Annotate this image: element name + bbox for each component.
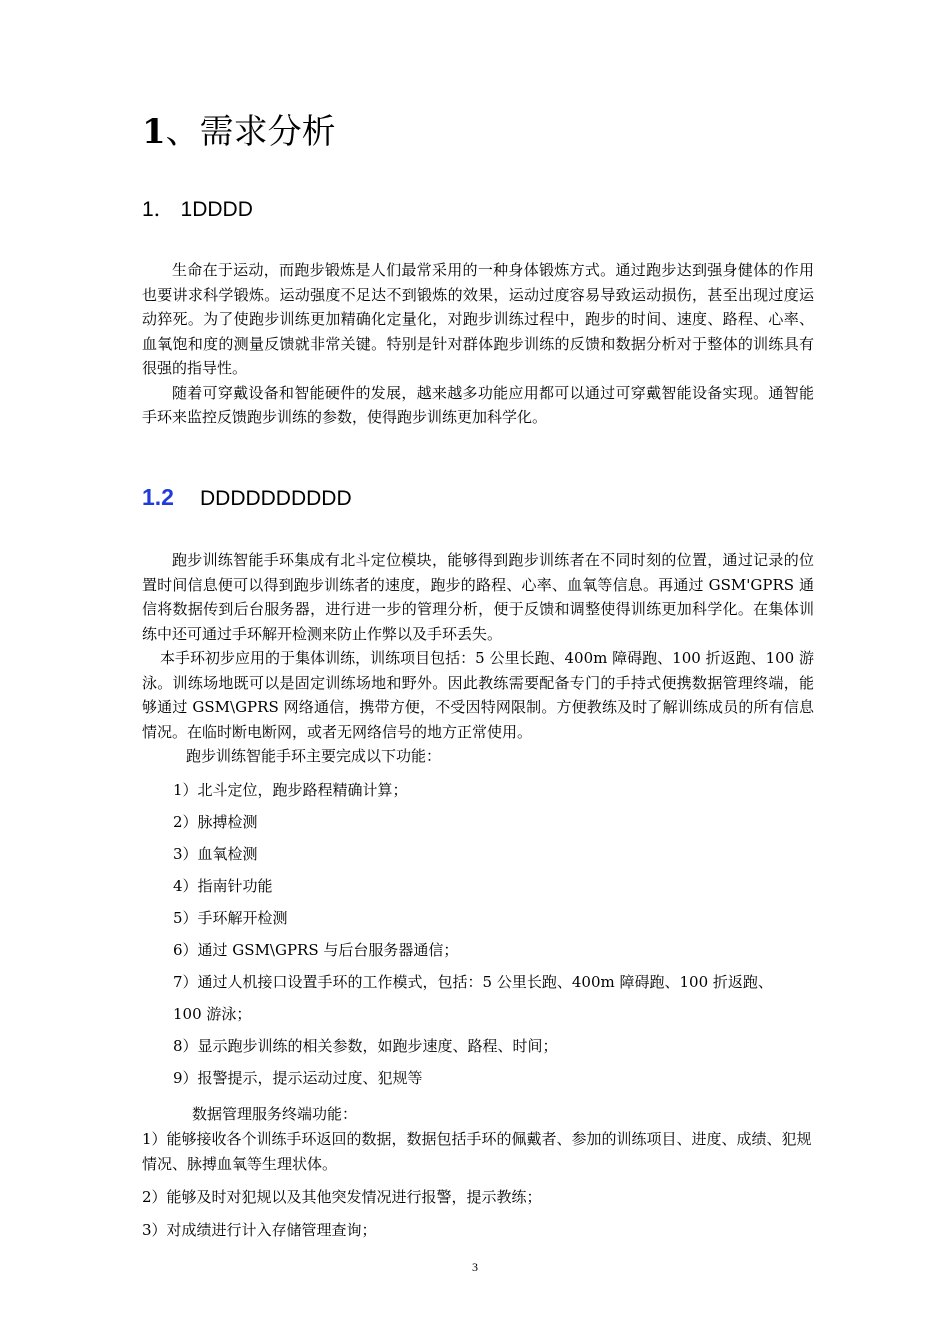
- list-item: 6）通过 GSM\GPRS 与后台服务器通信；: [173, 941, 459, 959]
- list-item: 7）通过人机接口设置手环的工作模式，包括：5 公里长跑、400m 障碍跑、100 折返跑、: [173, 973, 773, 991]
- section-2-number: 1.2: [142, 484, 174, 510]
- paragraph: 生命在于运动，而跑步锻炼是人们最常采用的一种身体锻炼方式。通过跑步达到强身健体的作用也要讲求科学锻炼。运动强度不足达不到锻炼的效果，运动过度容易导致运动损伤，甚至出现过度运动猝死。为了使跑步训练更加精确化定量化，对跑步训练过程中，跑步的时间、速度、路程、心率、血氧饱和度的测量反馈就非常关键。特别是针对群体跑步训练的反馈和数据分析对于整体的训练具有很强的指导性。: [142, 261, 814, 377]
- section-2-title: DDDDDDDDDD: [199, 487, 352, 510]
- list-item: 100 游泳；: [173, 1005, 252, 1023]
- list-item: 5）手环解开检测: [173, 909, 288, 927]
- list-item: 8）显示跑步训练的相关参数，如跑步速度、路程、时间；: [173, 1037, 558, 1055]
- paragraph: 跑步训练智能手环主要完成以下功能：: [186, 747, 442, 765]
- section-1-body: [142, 258, 814, 430]
- section-1-heading: 1． 1DDDD: [142, 198, 253, 221]
- list-item: 3）对成绩进行计入存储管理查询；: [142, 1221, 377, 1239]
- list-item: 2）脉搏检测: [173, 813, 258, 831]
- bracelet-function-list: [173, 774, 823, 1094]
- list-item: 4）指南针功能: [173, 877, 273, 895]
- chapter-number: 1: [142, 112, 166, 152]
- terminal-heading: 数据管理服务终端功能：: [192, 1105, 358, 1123]
- paragraph: 随着可穿戴设备和智能硬件的发展，越来越多功能应用都可以通过可穿戴智能设备实现。通智能手环来监控反馈跑步训练的参数，使得跑步训练更加科学化。: [142, 383, 814, 426]
- list-item: 3）血氧检测: [173, 845, 258, 863]
- list-item: 1）北斗定位，跑步路程精确计算；: [173, 781, 408, 799]
- list-item: 9）报警提示，提示运动过度、犯规等: [173, 1069, 423, 1087]
- chapter-title: 、需求分析: [165, 112, 336, 152]
- paragraph: 本手环初步应用的于集体训练，训练项目包括：5 公里长跑、400m 障碍跑、100 折返跑、100 游泳。训练场地既可以是固定训练场地和野外。因此教练需要配备专门的手持式便携数据管理终端，能够通过 GSM\GPRS 网络通信，携带方便，不受因特网限制。方便教练及时了解训练成员的所有信息情况。在临时断电断网，或者无网络信号的地方正常使用。: [142, 649, 814, 741]
- section-2-heading: [142, 483, 352, 513]
- list-item: 2）能够及时对犯规以及其他突发情况进行报警，提示教练；: [142, 1188, 542, 1206]
- paragraph: 跑步训练智能手环集成有北斗定位模块，能够得到跑步训练者在不同时刻的位置，通过记录的位置时间信息便可以得到跑步训练者的速度，跑步的路程、心率、血氧等信息。再通过 GSM'GPRS 通信将数据传到后台服务器，进行进一步的管理分析，便于反馈和调整使得训练更加科学化。在集体训练中还可通过手环解开检测来防止作弊以及手环丢失。: [142, 551, 814, 643]
- page-number: 3: [472, 1260, 478, 1274]
- terminal-function-list: [142, 1127, 814, 1243]
- section-2-body: [142, 548, 814, 769]
- list-item: 1）能够接收各个训练手环返回的数据，数据包括手环的佩戴者、参加的训练项目、进度、成绩、犯规情况、脉搏血氧等生理状体。: [142, 1130, 812, 1173]
- chapter-heading: [142, 108, 336, 156]
